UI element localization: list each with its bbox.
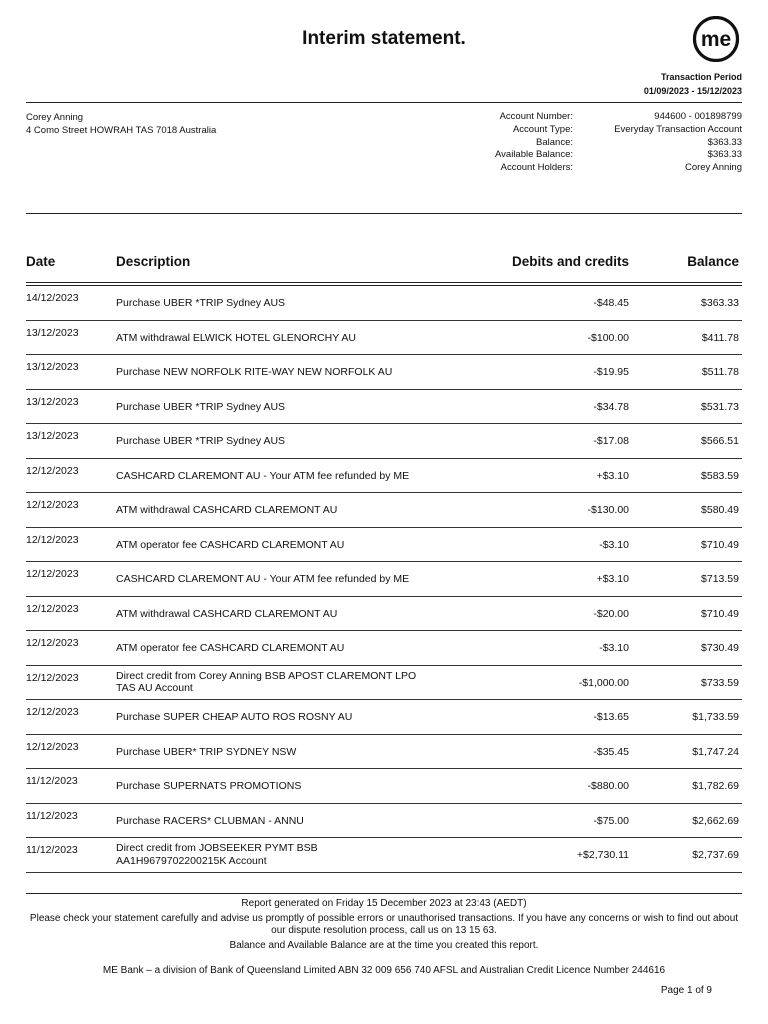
row-description-line1: Purchase UBER *TRIP Sydney AUS: [116, 435, 286, 447]
row-date: 12/12/2023: [26, 637, 79, 649]
row-date: 11/12/2023: [26, 844, 78, 856]
header-date: Date: [26, 254, 56, 269]
row-description: [116, 642, 456, 655]
row-description: [116, 608, 456, 621]
row-description-line1: Direct credit from JOBSEEKER PYMT BSB: [116, 842, 318, 854]
row-description: [116, 401, 456, 414]
account-holders-label: Account Holders:: [500, 162, 573, 174]
row-amount: -$35.45: [593, 745, 629, 758]
row-amount: -$48.45: [593, 297, 629, 309]
table-row: [26, 700, 742, 735]
row-date: 13/12/2023: [26, 395, 79, 408]
customer-address: 4 Como Street HOWRAH TAS 7018 Australia: [26, 125, 217, 136]
account-holders-row: [440, 162, 742, 175]
row-date: 12/12/2023: [26, 568, 79, 580]
row-balance: $1,782.69: [692, 780, 739, 792]
row-date: 13/12/2023: [26, 361, 79, 373]
row-description-line1: Purchase RACERS* CLUBMAN - ANNU: [116, 814, 304, 827]
statement-title: Interim statement.: [302, 28, 466, 49]
row-date: 14/12/2023: [26, 292, 79, 304]
row-balance: $511.78: [701, 366, 739, 378]
row-amount: -$20.00: [593, 607, 629, 620]
account-type-label: Account Type:: [512, 123, 573, 135]
row-description-line1: Purchase UBER *TRIP Sydney AUS: [116, 400, 286, 413]
row-description: [116, 332, 456, 345]
row-description-line1: ATM withdrawal CASHCARD CLAREMONT AU: [116, 607, 338, 620]
period-value: 01/09/2023 - 15/12/2023: [643, 86, 742, 96]
customer-name: Corey Anning: [26, 112, 84, 123]
row-balance: $2,737.69: [692, 849, 739, 861]
row-description-line1: Direct credit from Corey Anning BSB APOST CLAREMONT LPO: [116, 669, 417, 682]
balance-note: Balance and Available Balance are at the time you created this report.: [229, 939, 539, 951]
row-balance: $363.33: [701, 297, 739, 309]
row-amount: -$3.10: [599, 642, 629, 654]
table-row: [26, 666, 742, 701]
header-balance: Balance: [687, 254, 739, 269]
row-balance: $411.78: [701, 331, 739, 344]
table-row: [26, 459, 742, 494]
transactions-table-body: [26, 286, 742, 873]
row-description-line1: CASHCARD CLAREMONT AU - Your ATM fee refunded by ME: [116, 469, 410, 482]
page-number: Page 1 of 9: [660, 985, 712, 996]
row-description-line2: AA1H9679702200215K Account: [116, 854, 267, 867]
divider-top: [26, 102, 742, 103]
row-description-line1: Purchase SUPER CHEAP AUTO ROS ROSNY AU: [116, 711, 353, 723]
row-balance: $531.73: [701, 400, 739, 413]
row-amount: -$100.00: [587, 331, 629, 344]
row-description: [116, 815, 456, 828]
row-description-line1: Purchase SUPERNATS PROMOTIONS: [116, 780, 302, 792]
table-row: [26, 286, 742, 321]
row-date: 12/12/2023: [26, 499, 79, 511]
balance-label: Balance:: [536, 136, 573, 148]
row-date: 11/12/2023: [26, 775, 78, 787]
row-balance: $583.59: [701, 469, 739, 482]
table-row: [26, 321, 742, 356]
row-description-line1: Purchase UBER* TRIP SYDNEY NSW: [116, 745, 297, 758]
row-description-line1: Purchase NEW NORFOLK RITE-WAY NEW NORFOLK AU: [116, 366, 393, 378]
account-number-label: Account Number:: [499, 111, 573, 122]
row-balance: $1,747.24: [692, 745, 739, 758]
balance-value: $363.33: [707, 136, 742, 148]
row-date: 12/12/2023: [26, 706, 79, 718]
customer-address-block: [26, 111, 216, 137]
row-date: 13/12/2023: [26, 326, 79, 339]
footer-notes: [26, 898, 742, 954]
table-row: [26, 838, 742, 873]
row-description: [116, 670, 456, 695]
header-description: Description: [116, 254, 191, 269]
row-balance: $2,662.69: [692, 814, 739, 827]
header-debits-credits: Debits and credits: [511, 254, 629, 269]
table-row: [26, 390, 742, 425]
table-row: [26, 735, 742, 770]
row-balance: $710.49: [701, 607, 739, 620]
row-amount: -$19.95: [593, 366, 629, 378]
account-holders-value: Corey Anning: [684, 162, 742, 174]
row-description-line1: ATM withdrawal CASHCARD CLAREMONT AU: [116, 504, 338, 516]
table-row: [26, 597, 742, 632]
row-balance: $710.49: [701, 538, 739, 551]
divider-account: [26, 213, 742, 214]
row-date: 12/12/2023: [26, 464, 79, 477]
row-description-line1: ATM withdrawal ELWICK HOTEL GLENORCHY AU: [116, 331, 356, 344]
row-amount: -$75.00: [593, 814, 629, 827]
row-description: [116, 539, 456, 552]
table-row: [26, 424, 742, 459]
account-type-row: [440, 124, 742, 137]
row-amount: -$3.10: [599, 538, 629, 551]
row-description: [116, 746, 456, 759]
row-description: [116, 780, 456, 793]
row-amount: -$130.00: [587, 504, 629, 516]
account-type-value: Everyday Transaction Account: [614, 123, 742, 135]
row-amount: +$3.10: [596, 573, 629, 585]
divider-footer: [26, 893, 742, 894]
row-date: 11/12/2023: [26, 809, 78, 822]
row-balance: $580.49: [701, 504, 739, 516]
transaction-period: [644, 70, 742, 98]
row-description: [116, 435, 456, 448]
row-balance: $566.51: [701, 435, 739, 447]
disclaimer: Please check your statement carefully and advise us promptly of possible errors or unauthorised transactions. If you have any concerns or wish to find out about our dispute resolution process, call us on 13 15 63.: [29, 912, 739, 936]
row-description-line1: ATM operator fee CASHCARD CLAREMONT AU: [116, 642, 345, 654]
row-description: [116, 297, 456, 310]
row-balance: $730.49: [701, 642, 739, 654]
row-description: [116, 711, 456, 724]
available-balance-label: Available Balance:: [495, 149, 573, 161]
legal-notice: ME Bank – a division of Bank of Queensland Limited ABN 32 009 656 740 AFSL and Australian Credit Licence Number 244616: [102, 965, 666, 976]
row-balance: $713.59: [701, 573, 739, 585]
account-number-value: 944600 - 001898799: [654, 111, 742, 122]
table-row: [26, 804, 742, 839]
table-row: [26, 493, 742, 528]
row-description: [116, 366, 456, 379]
row-description: [116, 470, 456, 483]
report-generated: Report generated on Friday 15 December 2023 at 23:43 (AEDT): [241, 898, 527, 909]
row-description: [116, 504, 456, 517]
row-description-line2: TAS AU Account: [116, 682, 193, 694]
row-date: 12/12/2023: [26, 740, 79, 753]
row-date: 13/12/2023: [26, 430, 79, 442]
row-date: 12/12/2023: [26, 671, 79, 684]
row-description-line1: Purchase UBER *TRIP Sydney AUS: [116, 297, 286, 309]
row-amount: -$13.65: [593, 711, 629, 723]
row-balance: $733.59: [701, 676, 739, 689]
row-amount: +$2,730.11: [576, 849, 629, 861]
balance-row: [440, 137, 742, 150]
row-balance: $1,733.59: [692, 711, 739, 723]
table-row: [26, 562, 742, 597]
row-date: 12/12/2023: [26, 533, 79, 546]
row-description-line1: ATM operator fee CASHCARD CLAREMONT AU: [116, 538, 345, 551]
row-description: [116, 573, 456, 586]
row-description-line1: CASHCARD CLAREMONT AU - Your ATM fee refunded by ME: [116, 573, 410, 585]
logo-text: me: [700, 28, 732, 51]
account-number-row: [440, 111, 742, 124]
table-row: [26, 769, 742, 804]
header-rule-1: [26, 282, 742, 283]
row-amount: -$1,000.00: [578, 676, 629, 689]
row-amount: -$34.78: [593, 400, 629, 413]
table-row: [26, 631, 742, 666]
table-row: [26, 528, 742, 563]
row-amount: +$3.10: [596, 469, 629, 482]
row-amount: -$17.08: [593, 435, 629, 447]
row-date: 12/12/2023: [26, 602, 79, 615]
available-balance-row: [440, 149, 742, 162]
available-balance-value: $363.33: [707, 149, 742, 161]
table-row: [26, 355, 742, 390]
me-bank-logo: [690, 16, 742, 62]
account-details: [440, 111, 742, 175]
row-description: [116, 842, 456, 867]
transactions-table-header: [26, 254, 742, 274]
row-amount: -$880.00: [587, 780, 629, 792]
period-label: Transaction Period: [660, 72, 742, 82]
